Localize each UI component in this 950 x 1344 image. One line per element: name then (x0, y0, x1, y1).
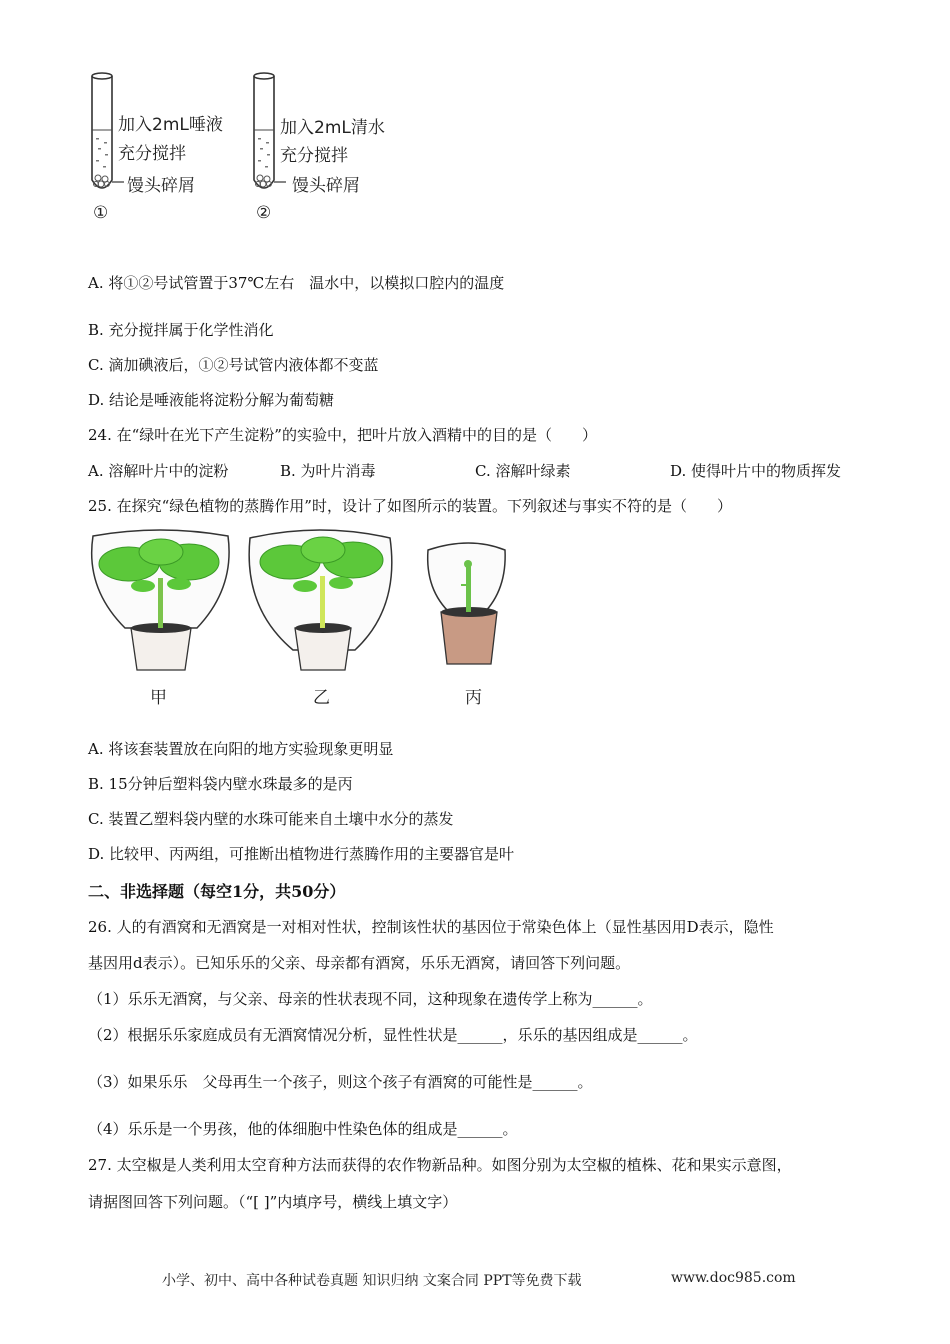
plant-yi-icon (249, 530, 392, 670)
q25-option-b: B. 15分钟后塑料袋内壁水珠最多的是丙 (88, 775, 353, 793)
tube1-label-2: 充分搅拌 (118, 144, 186, 164)
tube2-label-2: 充分搅拌 (280, 146, 348, 166)
tube1-number: ① (93, 203, 109, 223)
q23-option-a: A. 将①②号试管置于37℃左右 温水中，以模拟口腔内的温度 (88, 274, 505, 292)
tube1-label-1: 加入2mL唾液 (118, 115, 223, 135)
q26-sub1: （1）乐乐无酒窝，与父亲、母亲的性状表现不同，这种现象在遗传学上称为______。 (88, 990, 653, 1008)
q26-sub3: （3）如果乐乐 父母再生一个孩子，则这个孩子有酒窝的可能性是______。 (88, 1073, 593, 1091)
q24-option-d: D. 使得叶片中的物质挥发 (670, 462, 842, 480)
q26-stem-line2: 基因用d表示）。已知乐乐的父亲、母亲都有酒窝，乐乐无酒窝，请回答下列问题。 (88, 954, 631, 972)
tube1-label-3: 馒头碎屑 (127, 176, 195, 196)
plant-bing-icon (428, 543, 505, 664)
q24-option-c: C. 溶解叶绿素 (475, 462, 571, 480)
q23-option-c: C. 滴加碘液后，①②号试管内液体都不变蓝 (88, 356, 379, 374)
label-bing: 丙 (465, 688, 482, 708)
tube2-label-3: 馒头碎屑 (292, 176, 360, 196)
q25-option-d: D. 比较甲、丙两组，可推断出植物进行蒸腾作用的主要器官是叶 (88, 845, 515, 863)
q23-option-d: D. 结论是唾液能将淀粉分解为葡萄糖 (88, 391, 335, 409)
q24-stem: 24. 在“绿叶在光下产生淀粉”的实验中，把叶片放入酒精中的目的是（ ） (88, 426, 597, 444)
q27-stem-line2: 请据图回答下列问题。（“[ ]”内填序号，横线上填文字） (88, 1193, 458, 1211)
tube2-label-1: 加入2mL清水 (280, 118, 385, 138)
q27-stem-line1: 27. 太空椒是人类利用太空育种方法而获得的农作物新品种。如图分别为太空椒的植株、花和果实示意图， (88, 1156, 792, 1174)
q23-option-b: B. 充分搅拌属于化学性消化 (88, 321, 274, 339)
tube2-number: ② (256, 203, 272, 223)
label-jia: 甲 (150, 688, 167, 708)
section2-heading: 二、非选择题（每空1分，共50分） (88, 882, 346, 901)
footer-url[interactable]: www.doc985.com (671, 1270, 796, 1286)
footer-text: 小学、初中、高中各种试卷真题 知识归纳 文案合同 PPT等免费下载 (162, 1273, 582, 1289)
q26-sub2: （2）根据乐乐家庭成员有无酒窝情况分析，显性性状是______，乐乐的基因组成是______。 (88, 1026, 698, 1044)
q25-stem: 25. 在探究“绿色植物的蒸腾作用”时，设计了如图所示的装置。下列叙述与事实不符的是（ ） (88, 497, 732, 515)
q26-sub4: （4）乐乐是一个男孩，他的体细胞中性染色体的组成是______。 (88, 1120, 518, 1138)
q24-option-a: A. 溶解叶片中的淀粉 (88, 462, 229, 480)
q24-option-b: B. 为叶片消毒 (280, 462, 376, 480)
plant-jia-icon (92, 530, 229, 670)
label-yi: 乙 (313, 688, 330, 708)
q26-stem-line1: 26. 人的有酒窝和无酒窝是一对相对性状，控制该性状的基因位于常染色体上（显性基因用D表示，隐性 (88, 918, 774, 936)
q25-option-a: A. 将该套装置放在向阳的地方实验现象更明显 (88, 740, 394, 758)
q25-option-c: C. 装置乙塑料袋内壁的水珠可能来自土壤中水分的蒸发 (88, 810, 454, 828)
